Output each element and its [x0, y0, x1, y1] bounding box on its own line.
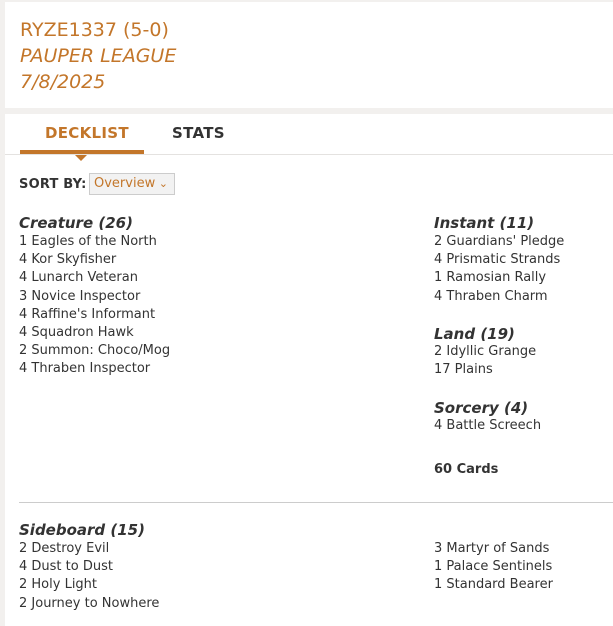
card-entry[interactable]: 3 Martyr of Sands: [434, 541, 550, 556]
card-entry[interactable]: 4 Thraben Inspector: [19, 361, 151, 377]
card-entry[interactable]: 4 Battle Screech: [434, 418, 542, 433]
card-entry[interactable]: 1 Eagles of the North: [19, 234, 157, 249]
group-title-sideboard: Sideboard (15): [19, 521, 145, 539]
group-title-sorcery: Sorcery (4): [434, 399, 529, 417]
card-entry[interactable]: 4 Prismatic Strands: [434, 252, 561, 268]
card-entry[interactable]: 3 Novice Inspector: [19, 288, 141, 304]
card-entry[interactable]: 4 Thraben Charm: [434, 288, 548, 304]
creature-list: [19, 233, 170, 379]
card-entry[interactable]: 1 Standard Bearer: [434, 577, 553, 593]
sort-selected-value: Overview: [94, 176, 156, 191]
sort-label: SORT BY:: [19, 177, 87, 192]
deck-header: [5, 2, 613, 108]
card-entry[interactable]: 4 Kor Skyfisher: [19, 252, 117, 268]
player-record: RYZE1337 (5-0): [20, 19, 169, 41]
active-tab-pointer-icon: [74, 154, 88, 161]
sideboard-list-left: [19, 540, 159, 613]
card-entry[interactable]: 1 Ramosian Rally: [434, 270, 547, 286]
card-entry[interactable]: 4 Squadron Hawk: [19, 325, 134, 341]
card-total: 60 Cards: [434, 462, 499, 477]
chevron-down-icon: ⌄: [158, 177, 168, 190]
card-entry[interactable]: 2 Summon: Choco/Mog: [19, 343, 171, 359]
sorcery-list: [434, 417, 541, 435]
card-entry[interactable]: 4 Raffine's Informant: [19, 306, 156, 322]
deck-panel: [5, 114, 613, 626]
land-list: [434, 343, 536, 379]
group-title-creature: Creature (26): [19, 214, 133, 232]
sort-select[interactable]: [89, 173, 175, 195]
event-date: 7/8/2025: [20, 71, 106, 93]
sideboard-divider: [19, 502, 613, 503]
card-entry[interactable]: 2 Journey to Nowhere: [19, 595, 160, 611]
tab-stats[interactable]: STATS: [172, 124, 225, 142]
group-title-instant: Instant (11): [434, 214, 535, 232]
card-entry[interactable]: 2 Guardians' Pledge: [434, 234, 565, 249]
card-entry[interactable]: 2 Idyllic Grange: [434, 344, 537, 359]
instant-list: [434, 233, 564, 306]
tab-bar: [5, 114, 613, 154]
card-entry[interactable]: 4 Lunarch Veteran: [19, 270, 138, 286]
card-entry[interactable]: 4 Dust to Dust: [19, 559, 113, 575]
card-entry[interactable]: 2 Destroy Evil: [19, 541, 110, 556]
sideboard-list-right: [434, 540, 553, 595]
event-name: PAUPER LEAGUE: [20, 45, 177, 67]
card-entry[interactable]: 2 Holy Light: [19, 577, 98, 593]
group-title-land: Land (19): [434, 325, 515, 343]
card-entry[interactable]: 1 Palace Sentinels: [434, 559, 553, 575]
card-entry[interactable]: 17 Plains: [434, 362, 493, 378]
tab-decklist[interactable]: DECKLIST: [45, 124, 129, 142]
tabs-divider: [5, 154, 613, 155]
